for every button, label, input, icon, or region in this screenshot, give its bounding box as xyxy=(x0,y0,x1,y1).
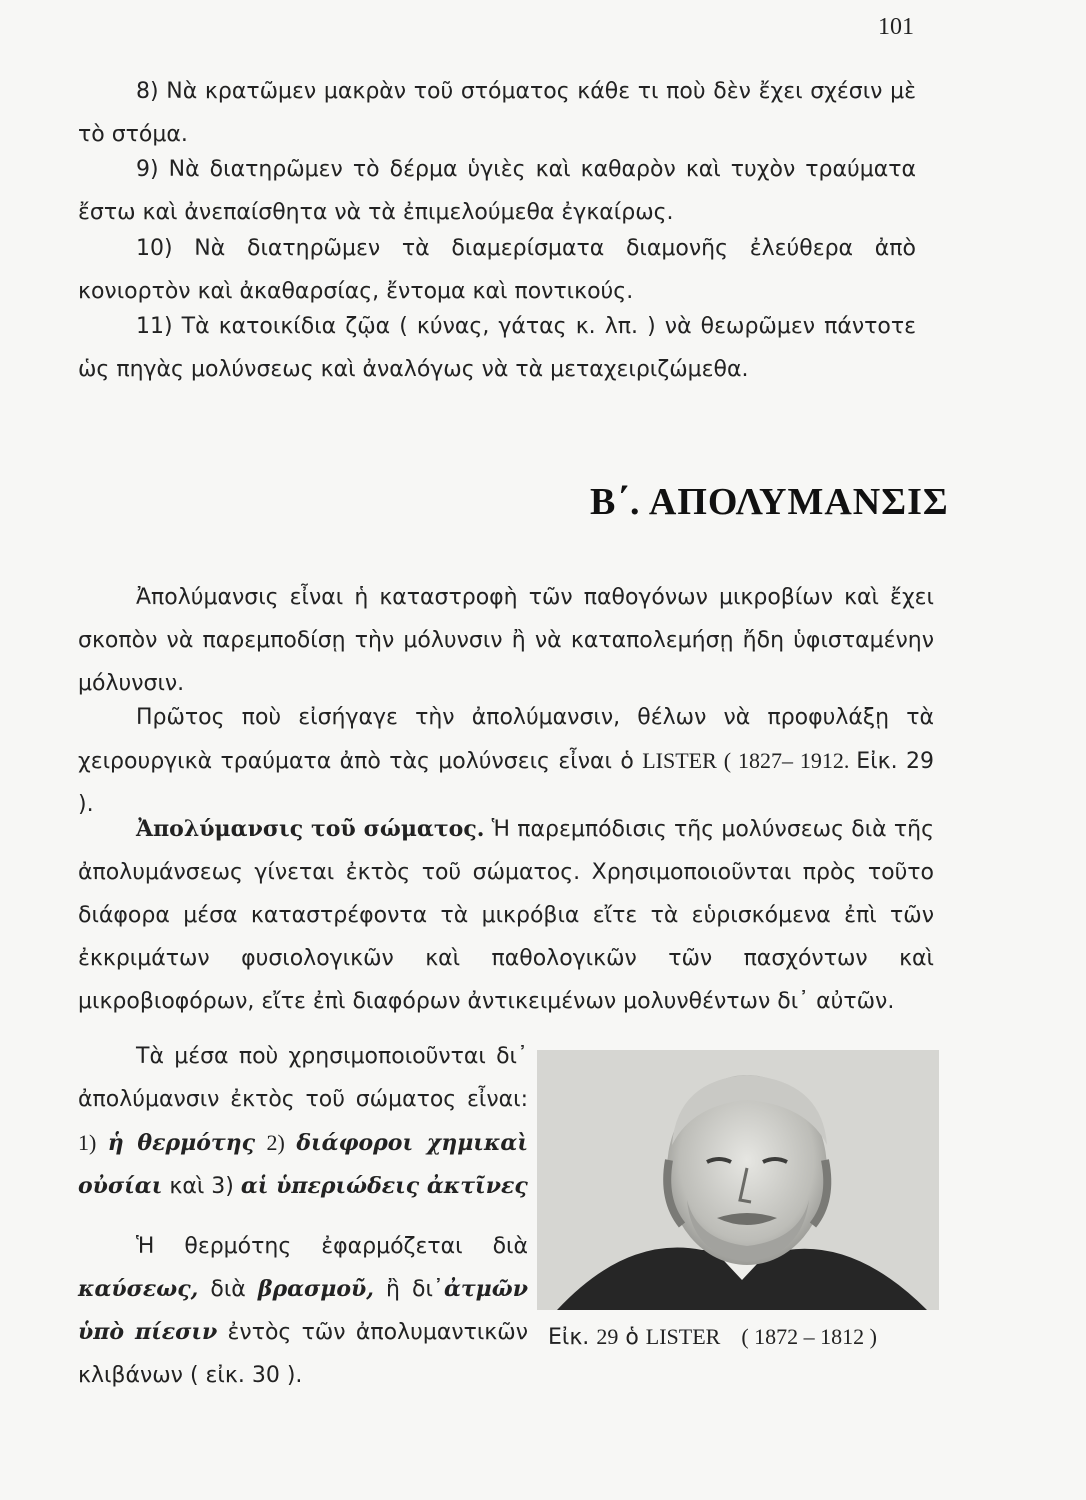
lister-text: Πρῶτος ποὺ εἰσήγαγε τὴν ἀπολύμανσιν, θέλων νὰ προφυλάξῃ τὰ χειρουργικὰ τραύματα ἀπὸ τὰς μολύνσεις εἶναι ὁ xyxy=(78,705,934,774)
means-uv-rays: αἱ ὑπεριώδεις ἀκτῖνες xyxy=(240,1173,528,1199)
lister-portrait-drawing xyxy=(537,1050,939,1310)
lister-portrait-photo xyxy=(537,1050,939,1310)
caption-number: 29 xyxy=(596,1324,619,1349)
subheading-body-disinfection: Ἀπολύμανσις τοῦ σώματος. xyxy=(136,816,485,842)
list-item-10: 10) Νὰ διατηρῶμεν τὰ διαμερίσματα διαμονῆς ἐλεύθερα ἀπὸ κονιορτὸν καὶ ἀκαθαρσίας, ἔντομα καὶ ποντικούς. xyxy=(78,236,916,304)
heat-text-c: ἢ δι᾽ xyxy=(373,1277,444,1302)
heat-steam-pressure: ἀτμῶν ὑπὸ πίεσιν xyxy=(78,1276,528,1345)
body-disinfection-text: Ἡ παρεμπόδισις τῆς μολύνσεως διὰ τῆς ἀπολυμάνσεως γίνεται ἐκτὸς τοῦ σώματος. Χρησιμοποιοῦνται πρὸς τοῦτο διάφορα μέσα καταστρέφοντα τὰ μικρόβια εἴτε τὰ εὑρισκόμενα ἐπὶ τῶν ἐκκριμάτων φυσιολογικῶν καὶ παθολογικῶν τῶν πασχόντων καὶ μικροβιοφόρων, εἴτε ἐπὶ διαφόρων ἀντικειμένων μολυνθέντων δι᾽ αὐτῶν. xyxy=(78,817,934,1014)
means-number-2: 2) xyxy=(255,1130,297,1155)
figure-caption xyxy=(548,1322,877,1353)
means-text: Τὰ μέσα ποὺ χρησιμοποιοῦνται δι᾽ ἀπολύμανσιν ἐκτὸς τοῦ σώματος εἶναι: xyxy=(78,1044,528,1112)
heat-boiling: βρασμοῦ, xyxy=(257,1276,374,1302)
caption-prefix: Εἰκ. xyxy=(548,1325,590,1350)
means-heat: ἡ θερμότης xyxy=(107,1130,256,1156)
lister-figure-ref: Εἰκ. 29 ). xyxy=(78,749,935,817)
heat-text-d: ἐντὸς τῶν ἀπολυμαντικῶν κλιβάνων ( εἰκ. 30 ). xyxy=(78,1320,528,1388)
caption-name: LISTER xyxy=(645,1324,721,1349)
list-item-8: 8) Νὰ κρατῶμεν μακρὰν τοῦ στόματος κάθε τι ποὺ δὲν ἔχει σχέσιν μὲ τὸ στόμα. xyxy=(78,79,916,147)
paragraph-means xyxy=(78,1035,528,1208)
means-chemicals: διάφοροι χημικαὶ οὐσίαι xyxy=(78,1130,529,1199)
paragraph-definition: Ἀπολύμανσις εἶναι ἡ καταστροφὴ τῶν παθογόνων μικροβίων καὶ ἔχει σκοπὸν νὰ παρεμποδίσῃ τὴν μόλυνσιν ἢ νὰ καταπολεμήσῃ ἤδη ὑφισταμένην μόλυνσιν. xyxy=(78,585,934,696)
lister-dates: ( 1827– 1912. xyxy=(716,748,857,773)
heat-text-b: διὰ xyxy=(198,1277,258,1302)
paragraph-heat xyxy=(78,1225,528,1397)
heat-text-a: Ἡ θερμότης ἐφαρμόζεται διὰ xyxy=(136,1234,528,1259)
paragraph-body-disinfection xyxy=(78,808,934,1023)
means-number-1: 1) xyxy=(78,1130,108,1155)
heat-burning: καύσεως, xyxy=(78,1276,199,1302)
caption-dates: ( 1872 – 1812 ) xyxy=(741,1324,877,1349)
lister-name: LISTER xyxy=(642,748,717,773)
page-number: 101 xyxy=(878,14,914,40)
list-item-11: 11) Τὰ κατοικίδια ζῷα ( κύνας, γάτας κ. λπ. ) νὰ θεωρῶμεν πάντοτε ὡς πηγὰς μολύνσεως καὶ ἀναλόγως νὰ τὰ μεταχειριζώμεθα. xyxy=(78,314,916,382)
section-heading: Β΄. ΑΠΟΛΥΜΑΝΣΙΣ xyxy=(590,481,949,523)
means-number-3: καὶ 3) xyxy=(162,1174,241,1199)
paragraph-lister xyxy=(78,696,934,826)
caption-article: ὁ xyxy=(625,1325,639,1350)
list-item-9: 9) Νὰ διατηρῶμεν τὸ δέρμα ὑγιὲς καὶ καθαρὸν καὶ τυχὸν τραύματα ἔστω καὶ ἀνεπαίσθητα νὰ τὰ ἐπιμελούμεθα ἐγκαίρως. xyxy=(78,157,916,225)
